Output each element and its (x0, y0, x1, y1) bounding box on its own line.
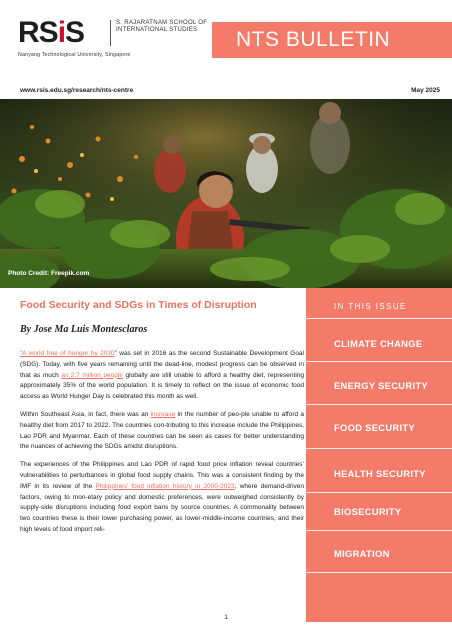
sidebar-item-climate-change[interactable]: CLIMATE CHANGE (334, 338, 423, 349)
sidebar-item-migration[interactable]: MIGRATION (334, 548, 390, 559)
sidebar-heading: IN THIS ISSUE (334, 302, 407, 311)
sidebar-divider (306, 404, 452, 405)
sidebar-item-health-security[interactable]: HEALTH SECURITY (334, 468, 426, 479)
bulletin-title: NTS BULLETIN (236, 28, 391, 51)
sidebar-item-energy-security[interactable]: ENERGY SECURITY (334, 380, 428, 391)
in-this-issue-sidebar (306, 288, 452, 622)
rsis-logo[interactable] (18, 18, 218, 64)
sidebar-divider (306, 492, 452, 493)
imf-review-link[interactable]: Philippines’ food inflation history in 2000-2023 (95, 482, 235, 490)
article-title: Food Security and SDGs in Times of Disruption (20, 299, 257, 311)
paragraph: “A world free of hunger by 2030” was set in 2016 as the second Sustainable Development Goal (SDG). Today, with five years remaining until the dead-line, modest progress can be observed in that as much as 2.7 million people globally are still unable to afford a healthy diet, representing approximately 35% of the world population. It is timely to reflect on the issue of economic food access as World Hunger Day is celebrated this month as well. (20, 350, 304, 401)
increase-link[interactable]: increase (150, 410, 176, 418)
logo-divider (110, 20, 111, 46)
page-header (0, 0, 452, 80)
sdg-link[interactable]: “A world free of hunger by 2030 (20, 350, 115, 357)
sidebar-item-food-security[interactable]: FOOD SECURITY (334, 422, 415, 433)
farm-scene-illustration (0, 99, 452, 288)
sidebar-divider (306, 572, 452, 573)
logo-wordmark: RSiS (18, 16, 85, 49)
article (20, 298, 304, 543)
article-byline: By Jose Ma Luis Montesclaros (20, 324, 148, 335)
paragraph: The experiences of the Philippines and Lao PDR of rapid food price inflation reveal countries’ vulnerabilities to perturbances in global food supply chains. This was a consistent finding by the IMF in its review of the Philippines’ food inflation history in 2000-2023, where demand-driven factors, owing to mon-etary policy and domestic preferences, were outweighed consistently by supply-side disruptions including food export bans by source countries. A commonality between two countries these is their lower purchasing power, as lower-middle-income countries, and their high levels of food import reli- (20, 461, 305, 533)
website-link[interactable]: www.rsis.edu.sg/research/nts-centre (20, 87, 134, 94)
healthy-diet-link[interactable]: as 2.7 million people (61, 371, 123, 379)
meta-row (20, 87, 440, 99)
sidebar-divider (306, 530, 452, 531)
page-number: 1 (224, 614, 228, 621)
logo-university: Nanyang Technological University, Singapore (18, 52, 131, 58)
paragraph: Within Southeast Asia, in fact, there was an increase in the number of peo-ple unable to afford a healthy diet from 2017 to 2022. The countries con-tributing to this increase include the Philippines, Lao PDR and Myanmar. Each of these countries can be seen as cases for better understanding the nuances of achieving the SDGs amidst disruptions. (20, 410, 304, 451)
sidebar-divider (306, 448, 452, 449)
issue-date: May 2025 (411, 87, 440, 94)
sidebar-divider (306, 361, 452, 362)
article-body (20, 349, 304, 536)
hero-photo (0, 99, 452, 288)
sidebar-divider (306, 318, 452, 319)
sidebar-item-biosecurity[interactable]: BIOSECURITY (334, 506, 402, 517)
logo-school-name: S. RAJARATNAM SCHOOL OF INTERNATIONAL STUDIES (116, 20, 208, 33)
photo-credit: Photo Credit: Freepik.com (8, 270, 90, 277)
bulletin-banner (212, 22, 452, 58)
